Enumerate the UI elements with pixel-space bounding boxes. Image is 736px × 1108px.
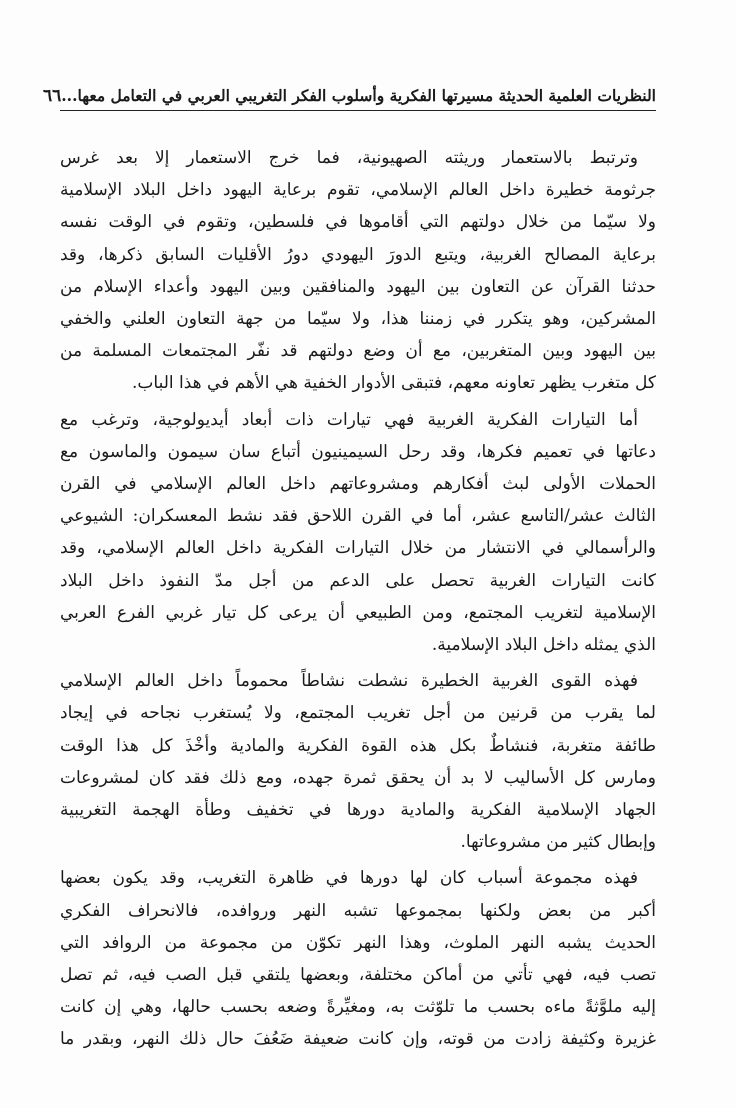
paragraph-4 (60, 862, 656, 1055)
text-line: ولا سيّما من خلال دولتهم التي أقاموها في فلسطين، وتقوم في الوقت نفسه (60, 212, 656, 233)
text-line: الذي يمثله داخل البلاد الإسلامية. (431, 635, 656, 656)
paragraph-3 (60, 665, 656, 858)
text-line: كل متغرب يظهر تعاونه معهم، فتبقى الأدوار الخفية هي الأهم في هذا الباب. (131, 373, 656, 394)
text-line: فهذه القوى الغربية الخطيرة نشطت نشاطاً محموماً داخل العالم الإسلامي (60, 671, 638, 692)
text-line: الثالث عشر/التاسع عشر، أما في القرن اللاحق فقد نشط المعسكران: الشيوعي (60, 506, 656, 527)
text-line: المشركين، وهو يتكرر في زمننا هذا، ولا سيّما من جهة التعاون العلني والخفي (60, 309, 656, 330)
header-title: النظريات العلمية الحديثة مسيرتها الفكرية وأسلوب الفكر التغريبي العربي في التعامل معها... (61, 86, 656, 105)
text-line: أكبر من بعض ولكنها بمجموعها تشبه النهر وروافده، فالانحراف الفكري (60, 900, 656, 921)
text-line: تصب فيه، فهي تأتي من أماكن مختلفة، وبعضها يلتقي قبل الصب فيه، ثم تصل (60, 965, 656, 986)
text-line: فهذه مجموعة أسباب كان لها دورها في ظاهرة التغريب، وقد يكون بعضها (60, 868, 638, 889)
text-line: إليه ملوَّثةً ماءه بحسب ما تلوّثت به، ومغيِّرةً وضعه بحسب حالها، وهي إن كانت (60, 997, 656, 1018)
text-line: ومارس كل الأساليب لا بد أن يحقق ثمرة جهده، ومع ذلك فقد كان لمشروعات (60, 767, 656, 788)
header-rule (60, 110, 656, 111)
text-line: جرثومة خطيرة داخل العالم الإسلامي، تقوم برعاية اليهود داخل البلاد الإسلامية (60, 180, 656, 201)
text-line: لما يقرب من قرنين من أجل تغريب المجتمع، ولا يُستغرب نجاحه في إيجاد (60, 703, 656, 724)
text-line: حدثنا القرآن عن التعاون بين اليهود والمنافقين وبين اليهود وأعداء الإسلام من (60, 276, 656, 297)
text-line: برعاية المصالح الغربية، ويتبع الدورَ اليهودي دورُ الأقليات السابق ذكرها، وقد (60, 244, 656, 265)
text-line: كانت التيارات الغربية تحصل على الدعم من أجل مدّ النفوذ داخل البلاد (60, 570, 656, 591)
body-text (60, 142, 656, 1060)
text-line: الحملات الأولى لبث أفكارهم ومشروعاتهم داخل العالم الإسلامي في القرن (60, 474, 656, 495)
running-header (43, 86, 656, 106)
page-number: ٦٦ (43, 86, 62, 106)
text-line: أما التيارات الفكرية الغربية فهي تيارات ذات أبعاد أيديولوجية، وترغب مع (60, 409, 638, 430)
text-line: والرأسمالي في الانتشار من خلال التيارات الفكرية داخل العالم الإسلامي، وقد (60, 538, 656, 559)
paragraph-1 (60, 142, 656, 400)
text-line: وترتبط بالاستعمار وريثته الصهيونية، فما خرج الاستعمار إلا بعد غرس (60, 148, 638, 168)
text-line: دعاتها في تعميم فكرها، وقد رحل السيمينيون أتباع سان سيمون والماسون مع (60, 441, 656, 462)
text-line: الإسلامية لتغريب المجتمع، ومن الطبيعي أن يرعى كل تيار غربي الفرع العربي (60, 602, 656, 623)
text-line: وإبطال كثير من مشروعاتها. (460, 832, 656, 853)
paragraph-2 (60, 404, 656, 662)
text-line: الحديث يشبه النهر الملوث، وهذا النهر تكوّن من مجموعة من الروافد التي (60, 932, 656, 953)
text-line: غزيرة وكثيفة زادت من قوته، وإن كانت ضعيفة ضَعُفَ حال ذلك النهر، وبقدر ما (60, 1029, 656, 1050)
text-line: الجهاد الإسلامية الفكرية والمادية دورها في تخفيف وطأة الهجمة التغريبية (60, 800, 656, 821)
text-line: طائفة متغربة، فنشاطٌ بكل هذه القوة الفكرية والمادية وأخْذَ كل هذا الوقت (60, 735, 656, 756)
text-line: بين اليهود وبين المتغربين، مع أن وضع دولتهم قد نفّر المجتمعات المسلمة من (60, 341, 656, 362)
